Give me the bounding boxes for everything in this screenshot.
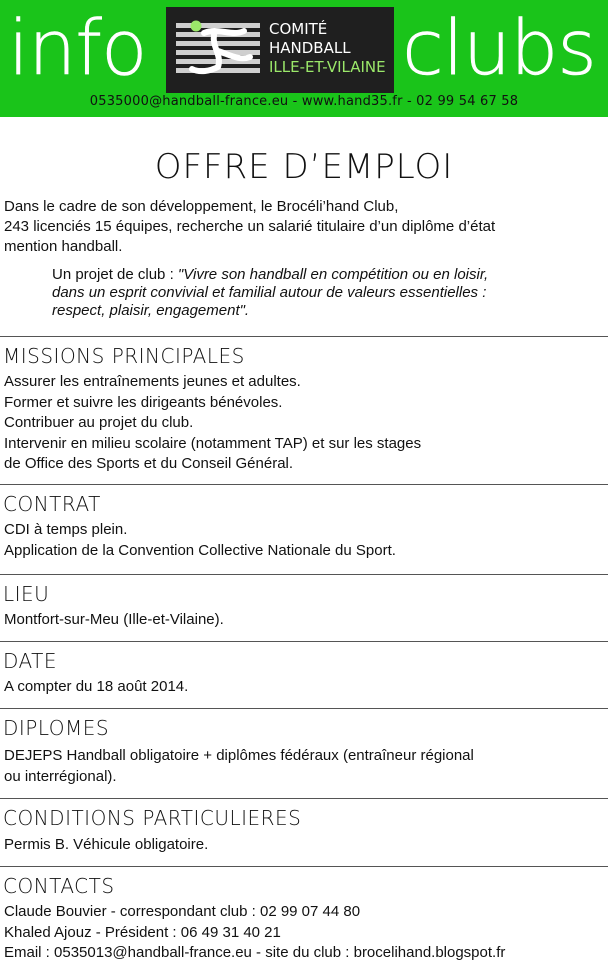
project-lead: Un projet de club : (52, 266, 174, 283)
section-body-contrat (4, 520, 396, 561)
section-line: A compter du 18 août 2014. (4, 678, 189, 695)
header-banner (0, 0, 608, 117)
section-title-diplomes: DIPLOMES (3, 716, 110, 740)
section-line: Application de la Convention Collective Nationale du Sport. (4, 541, 396, 559)
section-body-diplomes (4, 746, 474, 787)
section-line: Assurer les entraînements jeunes et adultes. (4, 373, 301, 390)
banner-word-clubs: clubs (402, 3, 596, 92)
section-line: CDI à temps plein. (4, 521, 128, 538)
section-line: ou interrégional). (4, 767, 117, 785)
section-line: Contribuer au projet du club. (4, 414, 194, 431)
page-title: OFFRE D’EMPLOI (154, 147, 454, 187)
contact-line-bouvier: Claude Bouvier - correspondant club : 02 99 07 44 80 (4, 903, 361, 920)
logo-text-ille-et-vilaine: ILLE-ET-VILAINE (269, 58, 386, 76)
section-divider (0, 641, 608, 642)
intro-line: Dans le cadre de son développement, le Brocéli’hand Club, (4, 198, 399, 215)
intro-line: mention handball. (4, 238, 123, 255)
section-line: DEJEPS Handball obligatoire + diplômes fédéraux (entraîneur régional (4, 747, 474, 764)
section-body-date (4, 677, 188, 698)
section-line: Permis B. Véhicule obligatoire. (4, 836, 209, 853)
section-divider (0, 798, 608, 799)
section-line: de Office des Sports et du Conseil Général. (4, 455, 294, 472)
section-body-conditions (4, 835, 208, 856)
quote-line: "Vivre son handball en compétition ou en loisir, (177, 266, 489, 283)
section-body-missions (4, 372, 421, 475)
quote-line: dans un esprit convivial et familial autour de valeurs essentielles : (52, 284, 487, 301)
section-divider (0, 708, 608, 709)
contact-line-ajouz: Khaled Ajouz - Président : 06 49 31 40 21 (4, 923, 281, 941)
section-line: Former et suivre les dirigeants bénévoles. (4, 393, 283, 411)
section-body-lieu (4, 610, 224, 631)
section-line: Montfort-sur-Meu (Ille-et-Vilaine). (4, 611, 224, 628)
logo-text-handball: HANDBALL (269, 39, 351, 57)
section-divider (0, 484, 608, 485)
intro-paragraph (4, 197, 495, 257)
section-title-contacts: CONTACTS (3, 874, 115, 898)
section-title-date: DATE (3, 649, 58, 673)
intro-line: 243 licenciés 15 équipes, recherche un salarié titulaire d’un diplôme d’état (4, 218, 496, 235)
section-title-missions: MISSIONS PRINCIPALES (3, 344, 245, 368)
handball-player-icon (174, 17, 262, 83)
section-title-lieu: LIEU (3, 582, 50, 606)
comite-logo (166, 7, 394, 93)
section-title-contrat: CONTRAT (3, 492, 101, 516)
section-divider (0, 574, 608, 575)
project-quote (52, 266, 488, 320)
section-divider (0, 336, 608, 337)
banner-word-info: info (8, 3, 147, 92)
quote-line: respect, plaisir, engagement". (52, 302, 250, 319)
section-body-contacts (4, 902, 505, 964)
header-contact-line: 0535000@handball-france.eu - www.hand35.fr - 02 99 54 67 58 (89, 94, 519, 109)
section-divider (0, 866, 608, 867)
logo-text-comite: COMITÉ (269, 20, 328, 38)
contact-line-email-site: Email : 0535013@handball-france.eu - site du club : brocelihand.blogspot.fr (4, 944, 506, 961)
section-title-conditions: CONDITIONS PARTICULIERES (3, 806, 302, 830)
section-line: Intervenir en milieu scolaire (notamment TAP) et sur les stages (4, 434, 422, 452)
